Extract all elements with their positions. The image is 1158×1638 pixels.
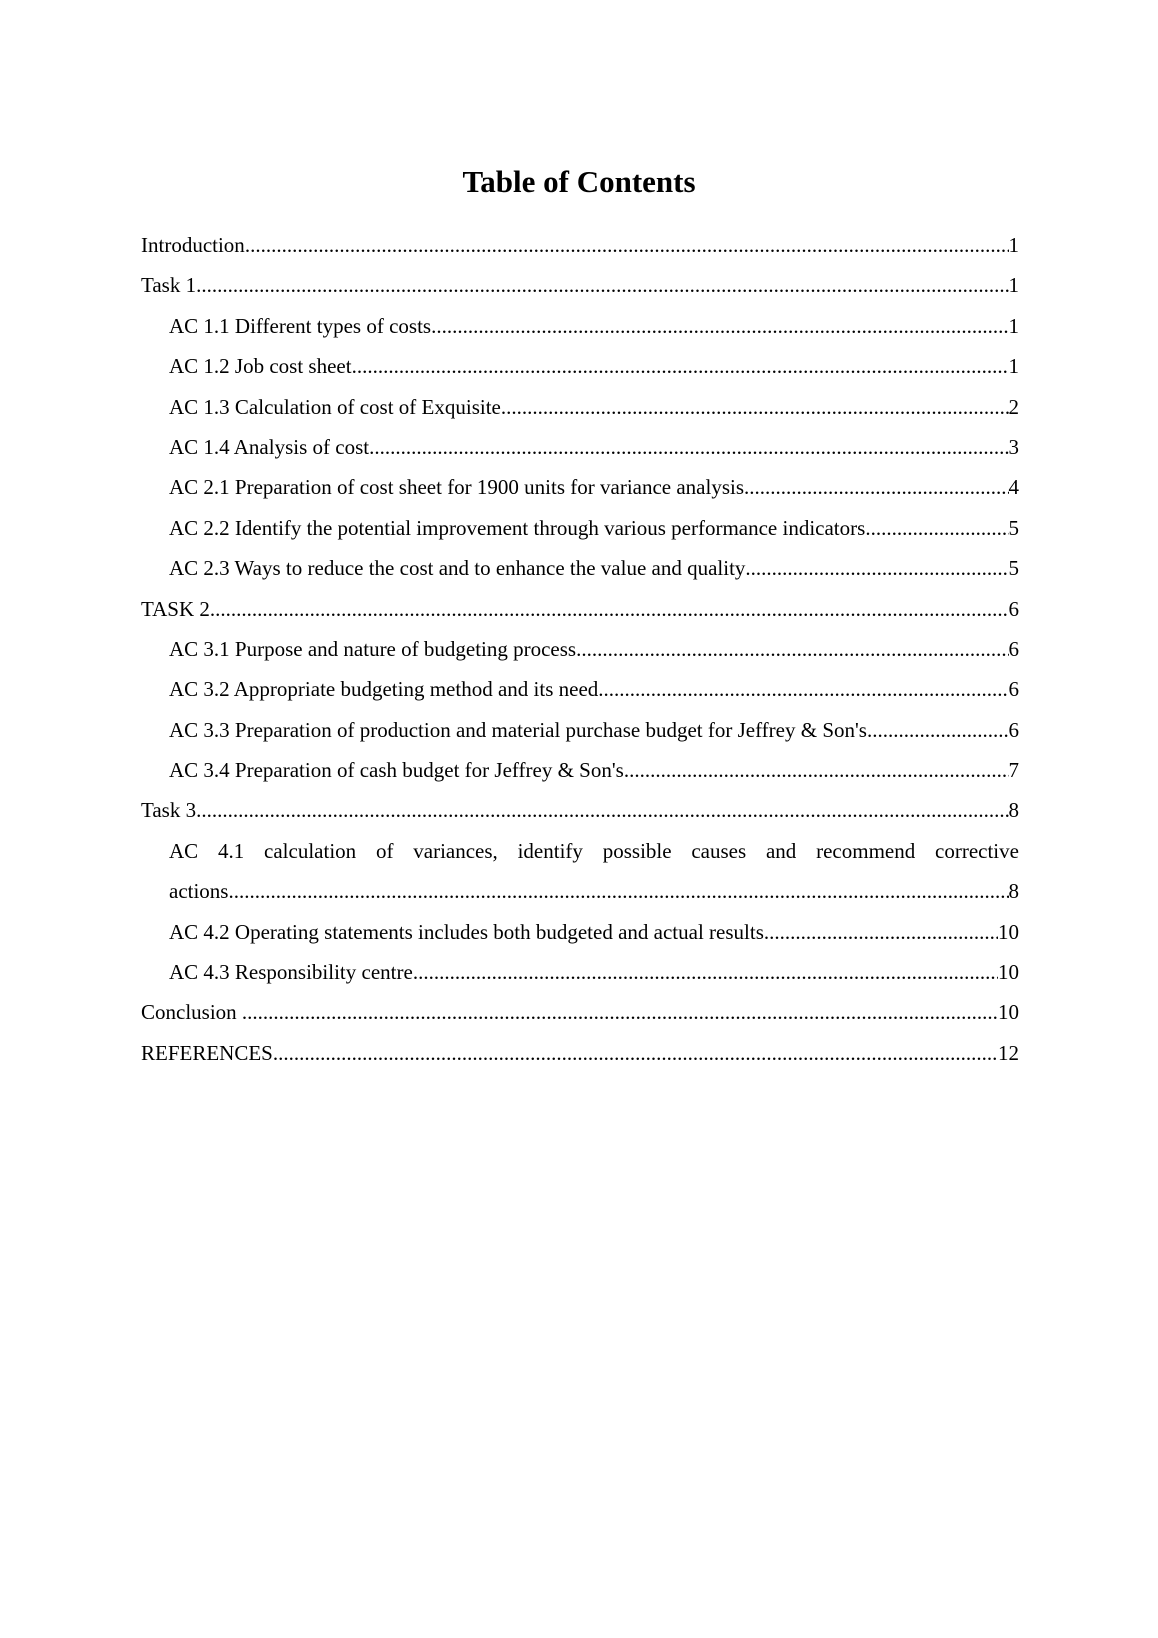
toc-entry-label: REFERENCES [141,1040,273,1065]
toc-entry-page: 8 [1008,798,1019,823]
toc-leader-dots [352,346,1009,386]
toc-leader-dots [369,427,1008,467]
toc-entry-word: identify [517,838,583,863]
toc-entry-page: 6 [1008,717,1019,742]
toc-entry-page: 3 [1008,434,1019,459]
toc-entry-task-1[interactable] [141,265,1019,305]
toc-entry-page: 1 [1008,273,1019,298]
toc-entry-label: TASK 2 [141,596,210,621]
toc-entry-label: Task 1 [141,273,197,298]
toc-leader-dots [242,992,998,1032]
toc-entry-page: 6 [1008,596,1019,621]
toc-entry-label: AC 3.1 Purpose and nature of budgeting process [169,636,577,661]
toc-entry-conclusion[interactable] [141,992,1019,1032]
toc-entry-page: 8 [1008,879,1019,904]
toc-leader-dots [865,508,1008,548]
toc-entry-label: AC 1.3 Calculation of cost of Exquisite [169,394,501,419]
toc-entry-word: possible [602,838,672,863]
toc-entry-label: AC 4.3 Responsibility centre [169,960,413,985]
toc-entry-page: 2 [1008,394,1019,419]
toc-entry-label: AC 2.2 Identify the potential improvement through various performance indicators [169,515,866,540]
toc-entry-ac-3-2[interactable] [141,669,1019,709]
toc-leader-dots [210,589,1009,629]
toc-entry-ac-2-2[interactable] [141,508,1019,548]
toc-entry-page: 10 [998,1000,1019,1025]
toc-entry-page: 7 [1008,758,1019,783]
toc-entry-ac-2-1[interactable] [141,467,1019,507]
toc-entry-ac-4-2[interactable] [141,912,1019,952]
toc-leader-dots [867,710,1009,750]
toc-entry-word: calculation [264,838,357,863]
page-title: Table of Contents [462,164,696,199]
toc-entry-page: 12 [998,1040,1019,1065]
toc-entry-word: of [375,838,394,863]
toc-entry-ac-4-3[interactable] [141,952,1019,992]
toc-leader-dots [501,387,1009,427]
toc-entry-word: variances, [413,838,498,863]
toc-entry-ac-3-4[interactable] [141,750,1019,790]
toc-entry-ac-4-1-line-1[interactable] [141,831,1019,871]
toc-entry-references[interactable] [141,1033,1019,1073]
toc-entry-label: AC 2.3 Ways to reduce the cost and to enhance the value and quality [169,556,746,581]
toc-entry-ac-1-1[interactable] [141,306,1019,346]
toc-entry-label: AC 1.2 Job cost sheet [169,354,352,379]
toc-entry-label: AC 3.3 Preparation of production and material purchase budget for Jeffrey & Son's [169,717,867,742]
toc-entry-word: AC [169,838,199,863]
toc-entry-label: AC 1.4 Analysis of cost [169,434,370,459]
toc-entry-word: recommend [816,838,916,863]
toc-leader-dots [576,629,1008,669]
toc-leader-dots [196,790,1008,830]
toc-entry-task-3[interactable] [141,790,1019,830]
toc-entry-ac-4-1-line-2[interactable] [141,871,1019,911]
toc-leader-dots [764,912,998,952]
toc-leader-dots [245,225,1009,265]
toc-entry-ac-1-4[interactable] [141,427,1019,467]
toc-entry-page: 1 [1008,233,1019,257]
toc-entry-label: actions [169,879,229,904]
toc-entry-page: 4 [1008,475,1019,500]
toc-entry-page: 10 [998,960,1019,985]
toc-entry-label: AC 4.2 Operating statements includes both budgeted and actual results [169,919,764,944]
toc-entry-page: 1 [1008,354,1019,379]
toc-leader-dots [624,750,1009,790]
toc-entry-page: 5 [1008,556,1019,581]
toc-entry-label: AC 3.4 Preparation of cash budget for Jeffrey & Son's [169,758,624,783]
toc-entry-label: Task 3 [141,798,197,823]
toc-leader-dots [228,871,1008,911]
toc-leader-dots [598,669,1008,709]
toc-entry-ac-3-3[interactable] [141,710,1019,750]
toc-leader-dots [745,548,1008,588]
toc-entry-word: 4.1 [217,838,245,863]
toc-entry-page: 6 [1008,677,1019,702]
toc-entry-ac-2-3[interactable] [141,548,1019,588]
toc-entry-label: Introduction [141,233,245,257]
toc-entry-task-2[interactable] [141,589,1019,629]
toc-entry-label: AC 2.1 Preparation of cost sheet for 1900 units for variance analysis [169,475,745,500]
toc-entry-label: AC 1.1 Different types of costs [169,313,432,338]
toc-entry-word: corrective [935,838,1019,863]
toc-entry-word: and [765,838,797,863]
toc-entry-ac-1-3[interactable] [141,387,1019,427]
toc-entry-introduction[interactable] [141,225,1019,265]
table-of-contents [141,225,1019,1073]
toc-entry-page: 10 [998,919,1019,944]
toc-entry-ac-3-1[interactable] [141,629,1019,669]
toc-entry-label: AC 3.2 Appropriate budgeting method and its need [169,677,599,702]
toc-entry-ac-1-2[interactable] [141,346,1019,386]
toc-entry-word: causes [691,838,747,863]
toc-entry-page: 1 [1008,313,1019,338]
toc-leader-dots [196,265,1008,305]
toc-leader-dots [744,467,1008,507]
toc-leader-dots [413,952,998,992]
toc-leader-dots [431,306,1008,346]
toc-leader-dots [273,1033,998,1073]
toc-entry-page: 5 [1008,515,1019,540]
toc-entry-label: Conclusion [141,1000,242,1025]
toc-entry-page: 6 [1008,636,1019,661]
